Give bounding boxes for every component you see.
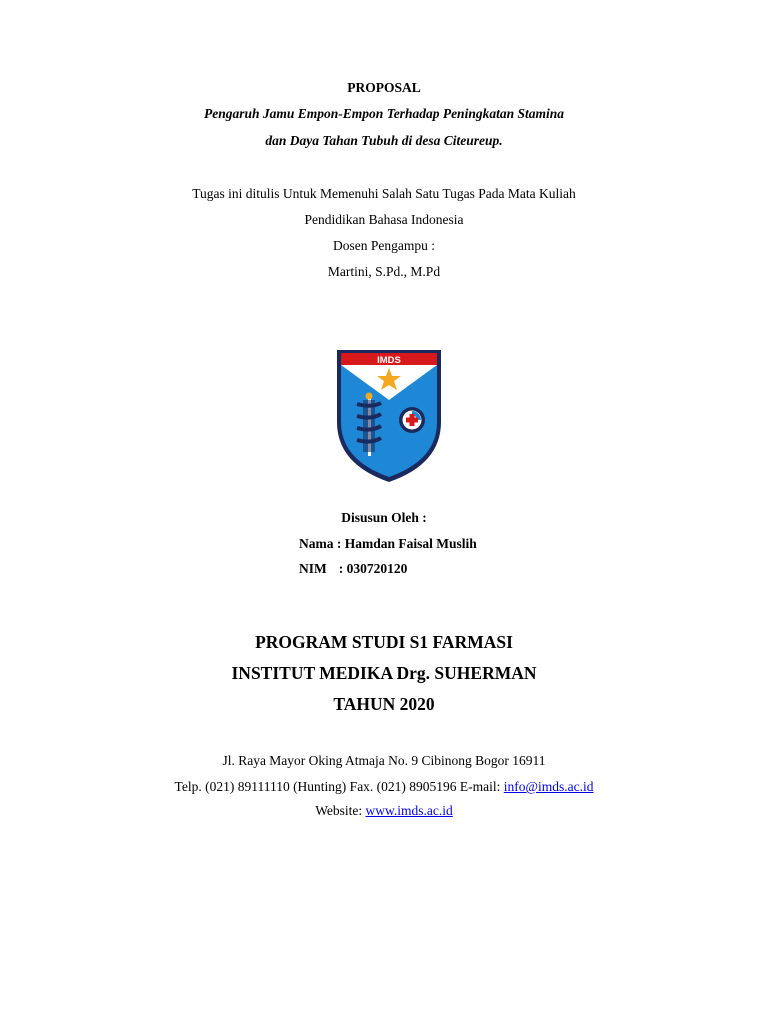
email-link[interactable]: info@imds.ac.id bbox=[503, 779, 594, 794]
author-name: Nama : Hamdan Faisal Muslih bbox=[299, 536, 477, 551]
website-line bbox=[0, 803, 768, 819]
phone-fax-text: Telp. (021) 89111110 (Hunting) Fax. (021) 8905196 E-mail: bbox=[174, 779, 504, 794]
institution-address: Jl. Raya Mayor Oking Atmaja No. 9 Cibinong Bogor 16911 bbox=[222, 753, 546, 768]
lecturer-heading: Dosen Pengampu : bbox=[333, 238, 435, 253]
proposal-title-line-2: dan Daya Tahan Tubuh di desa Citeureup. bbox=[265, 133, 503, 148]
nim-label: NIM bbox=[299, 561, 327, 576]
proposal-title-line-1: Pengaruh Jamu Empon-Empon Terhadap Peningkatan Stamina bbox=[204, 106, 564, 121]
logo-text: IMDS bbox=[377, 355, 401, 366]
author-nim bbox=[299, 561, 407, 577]
assignment-line-1: Tugas ini ditulis Untuk Memenuhi Salah Satu Tugas Pada Mata Kuliah bbox=[192, 186, 576, 201]
academic-year: TAHUN 2020 bbox=[333, 694, 435, 714]
imds-logo bbox=[335, 348, 443, 484]
study-program: PROGRAM STUDI S1 FARMASI bbox=[255, 632, 513, 652]
contact-phone-line bbox=[0, 779, 768, 795]
red-cross-emblem-icon bbox=[399, 407, 425, 433]
author-heading: Disusun Oleh : bbox=[341, 510, 427, 525]
course-name: Pendidikan Bahasa Indonesia bbox=[304, 212, 464, 227]
website-label: Website: bbox=[315, 803, 366, 818]
institution-name: INSTITUT MEDIKA Drg. SUHERMAN bbox=[231, 663, 537, 683]
document-type-label: PROPOSAL bbox=[347, 80, 421, 95]
nim-value: : 030720120 bbox=[338, 561, 408, 576]
website-link[interactable]: www.imds.ac.id bbox=[365, 803, 453, 818]
lecturer-name: Martini, S.Pd., M.Pd bbox=[327, 264, 441, 279]
